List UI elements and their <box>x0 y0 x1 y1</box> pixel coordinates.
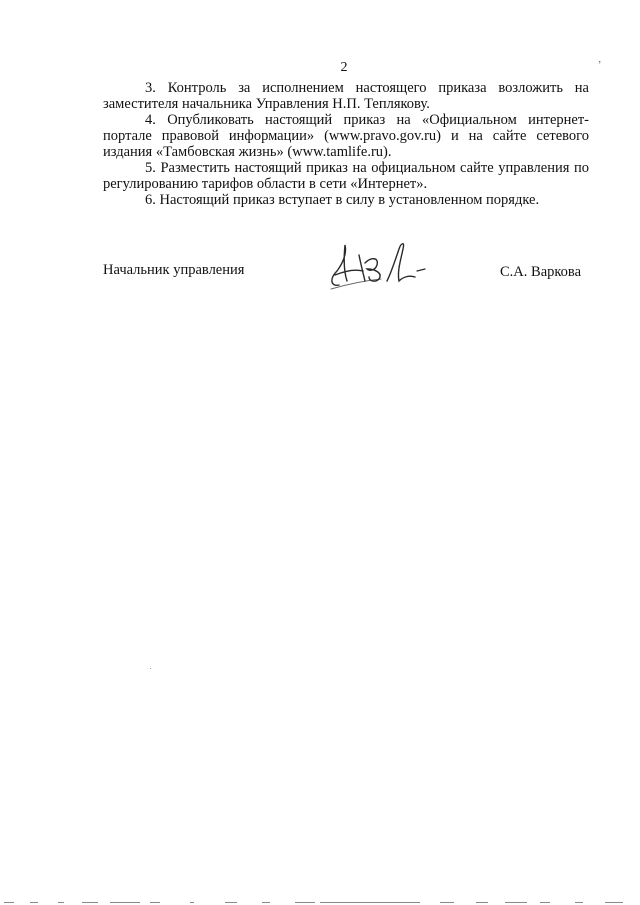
paragraph-3: 3. Контроль за исполнением настоящего приказа возложить на заместителя начальника Управления Н.П. Теплякову. <box>103 80 589 112</box>
paragraph-4: 4. Опубликовать настоящий приказ на «Официальном интернет-портале правовой информации» (www.pravo.gov.ru) и на сайте сетевого издания «Тамбовская жизнь» (www.tamlife.ru). <box>103 112 589 160</box>
paragraph-6: 6. Настоящий приказ вступает в силу в установленном порядке. <box>145 192 540 208</box>
scan-edge-artifacts <box>0 899 640 905</box>
signatory-name: С.А. Варкова <box>500 264 582 280</box>
scan-mark: ʼ <box>598 60 602 71</box>
handwritten-signature <box>325 235 440 295</box>
signatory-position: Начальник управления <box>103 262 245 278</box>
page-number: 2 <box>340 60 348 75</box>
document-body <box>103 80 589 208</box>
paragraph-5: 5. Разместить настоящий приказ на официальном сайте управления по регулированию тарифов области в сети «Интернет». <box>103 160 589 192</box>
scan-speck <box>150 668 151 669</box>
